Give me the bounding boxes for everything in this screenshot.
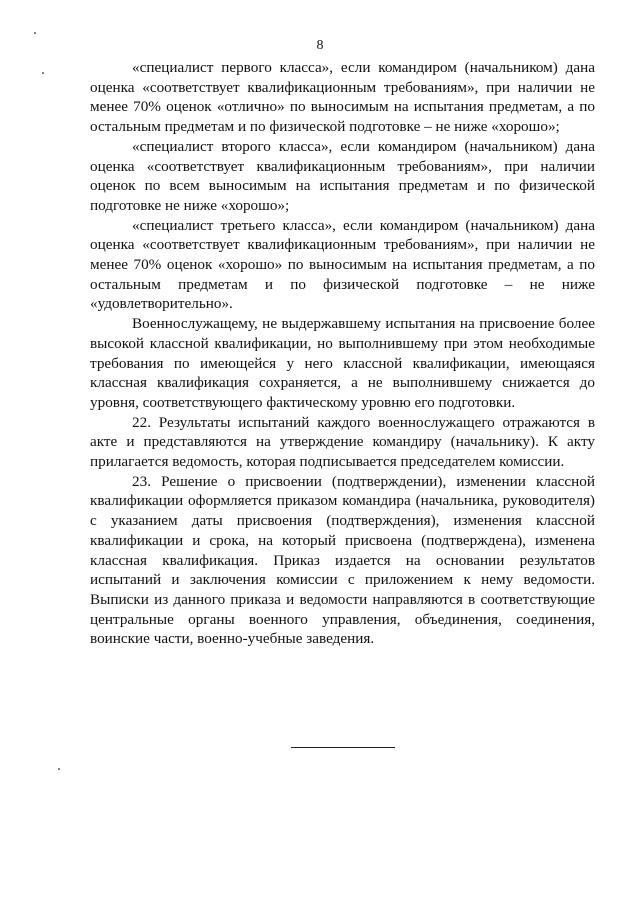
paragraph-second-class: «специалист второго класса», если командиром (начальником) дана оценка «соответствует квалификационным требованиям», при наличии оценок по всем выносимым на испытания предметам и по физической подготовке не ниже «хорошо»; [90,137,595,214]
body-text [90,58,595,649]
scan-speck [58,768,60,770]
page-number: 8 [316,38,324,53]
end-divider-line [291,747,395,748]
paragraph-third-class: «специалист третьего класса», если командиром (начальником) дана оценка «соответствует квалификационным требованиям», при наличии не менее 70% оценок «хорошо» по выносимым на испытания предметам, а по остальным предметам и по физической подготовке – не ниже «удовлетворительно». [90,216,595,313]
paragraph-item-22: 22. Результаты испытаний каждого военнослужащего отражаются в акте и представляются на утверждение командиру (начальнику). К акту прилагается ведомость, которая подписывается председателем комиссии. [90,413,595,471]
scan-speck [42,72,44,74]
paragraph-failed-test: Военнослужащему, не выдержавшему испытания на присвоение более высокой классной квалификации, но выполнившему при этом необходимые требования по имеющейся у него классной квалификации, имеющаяся классная квалификация сохраняется, а не выполнившему снижается до уровня, соответствующего фактическому уровню его подготовки. [90,315,595,411]
paragraph-item-23: 23. Решение о присвоении (подтверждении), изменении классной квалификации оформляется приказом командира (начальника, руководителя) с указанием даты присвоения (подтверждения), изменения классной квалификации и срока, на который присвоена (подтверждена), изменена классная квалификация. Приказ издается на основании результатов испытаний и заключения комиссии с приложением к нему ведомости. Выписки из данного приказа и ведомости направляются в соответствующие центральные органы военного управления, объединения, соединения, воинские части, военно-учебные заведения. [90,472,595,648]
paragraph-first-class: «специалист первого класса», если командиром (начальником) дана оценка «соответствует квалификационным требованиям», при наличии не менее 70% оценок «отлично» по выносимым на испытания предметам, а по остальным предметам и по физической подготовке – не ниже «хорошо»; [90,59,595,136]
scan-speck [34,32,36,34]
